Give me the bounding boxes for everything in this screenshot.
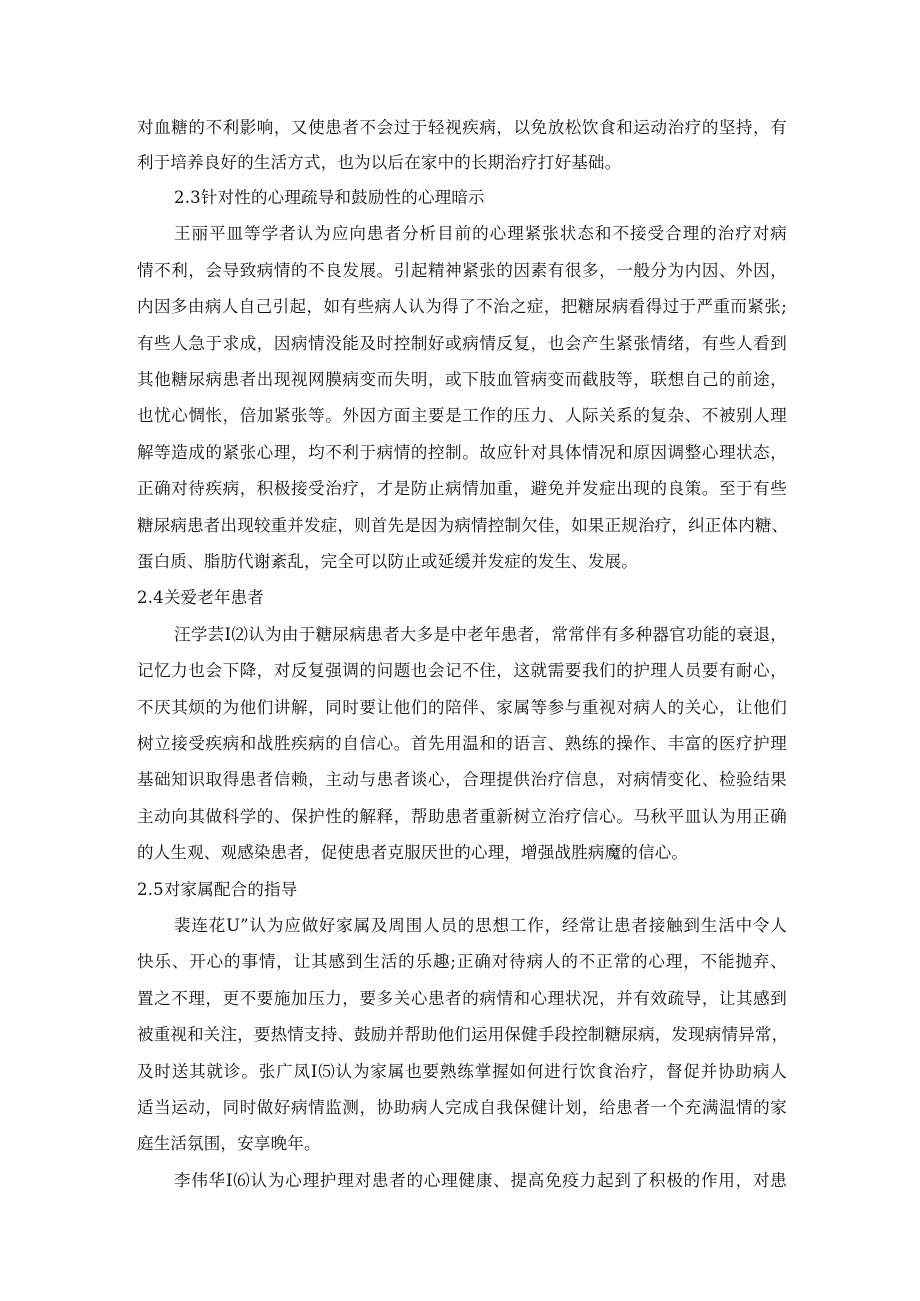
section-heading-2-3: 2.3针对性的心理疏导和鼓励性的心理暗示 <box>174 188 485 207</box>
section-heading-2-5: 2.5对家属配合的指导 <box>137 880 298 899</box>
text-line: 解等造成的紧张心理，均不利于病情的控制。故应针对具体情况和原因调整心理状态， <box>137 443 787 462</box>
text-line: 李伟华I⑹认为心理护理对患者的心理健康、提高免疫力起到了积极的作用，对患 <box>174 1171 787 1190</box>
text-line: 王丽平皿等学者认为应向患者分析目前的心理紧张状态和不接受合理的治疗对病 <box>174 224 787 243</box>
text-line: 内因多由病人自己引起，如有些病人认为得了不治之症，把糖尿病看得过于严重而紧张; <box>137 297 787 316</box>
text-line: 置之不理，更不要施加压力，要多关心患者的病情和心理状况，并有效疏导，让其感到 <box>137 989 787 1008</box>
section-heading-2-4: 2.4关爱老年患者 <box>137 588 265 607</box>
text-line: 正确对待疾病，积极接受治疗，才是防止病情加重，避免并发症出现的良策。至于有些 <box>137 479 787 498</box>
text-line: 蛋白质、脂肪代谢紊乱，完全可以防止或延缓并发症的发生、发展。 <box>137 552 638 571</box>
text-line: 不厌其烦的为他们讲解，同时要让他们的陪伴、家属等参与重视对病人的关心，让他们 <box>137 698 787 717</box>
text-line: 适当运动，同时做好病情监测，协助病人完成自我保健计划，给患者一个充满温情的家 <box>137 1098 787 1117</box>
text-line: 基础知识取得患者信赖，主动与患者谈心，合理提供治疗信息，对病情变化、检验结果 <box>137 770 787 789</box>
text-line: 的人生观、观感染患者，促使患者克服厌世的心理，增强战胜病魔的信心。 <box>137 843 689 862</box>
text-line: 树立接受疾病和战胜疾病的自信心。首先用温和的语言、熟练的操作、丰富的医疗护理 <box>137 734 787 753</box>
text-line: 对血糖的不利影响，又使患者不会过于轻视疾病，以免放松饮食和运动治疗的坚持，有 <box>137 118 787 137</box>
text-line: 有些人急于求成，因病情没能及时控制好或病情反复，也会产生紧张情绪，有些人看到 <box>137 334 787 353</box>
text-line: 其他糖尿病患者出现视网膜病变而失明，或下肢血管病变而截肢等，联想自己的前途， <box>137 370 787 389</box>
text-line: 情不利，会导致病情的不良发展。引起精神紧张的因素有很多，一般分为内因、外因， <box>137 261 787 280</box>
text-line: 糖尿病患者出现较重并发症，则首先是因为病情控制欠佳，如果正规治疗，纠正体内糖、 <box>137 516 789 535</box>
text-line: 利于培养良好的生活方式，也为以后在家中的长期治疗打好基础。 <box>137 153 622 172</box>
text-line: 也忧心惆怅，倍加紧张等。外因方面主要是工作的压力、人际关系的复杂、不被别人理 <box>137 406 787 425</box>
text-line: 及时送其就诊。张广凤I⑸认为家属也要熟练掌握如何进行饮食治疗，督促并协助病人 <box>137 1062 787 1081</box>
text-line: 主动向其做科学的、保护性的解释，帮助患者重新树立治疗信心。马秋平皿认为用正确 <box>137 807 787 826</box>
text-line: 记忆力也会下降，对反复强调的问题也会记不住，这就需要我们的护理人员要有耐心， <box>137 661 787 680</box>
text-line: 汪学芸I⑵认为由于糖尿病患者大多是中老年患者，常常伴有多种器官功能的衰退， <box>174 625 787 644</box>
text-line: 被重视和关注，要热情支持、鼓励并帮助他们运用保健手段控制糖尿病，发现病情异常， <box>137 1025 789 1044</box>
text-line: 裴连花U”认为应做好家属及周围人员的思想工作，经常让患者接触到生活中令人 <box>174 916 787 935</box>
text-line: 快乐、开心的事情，让其感到生活的乐趣;正确对待病人的不正常的心理，不能抛弃、 <box>137 952 787 971</box>
text-line: 庭生活氛围，安享晚年。 <box>137 1134 321 1153</box>
